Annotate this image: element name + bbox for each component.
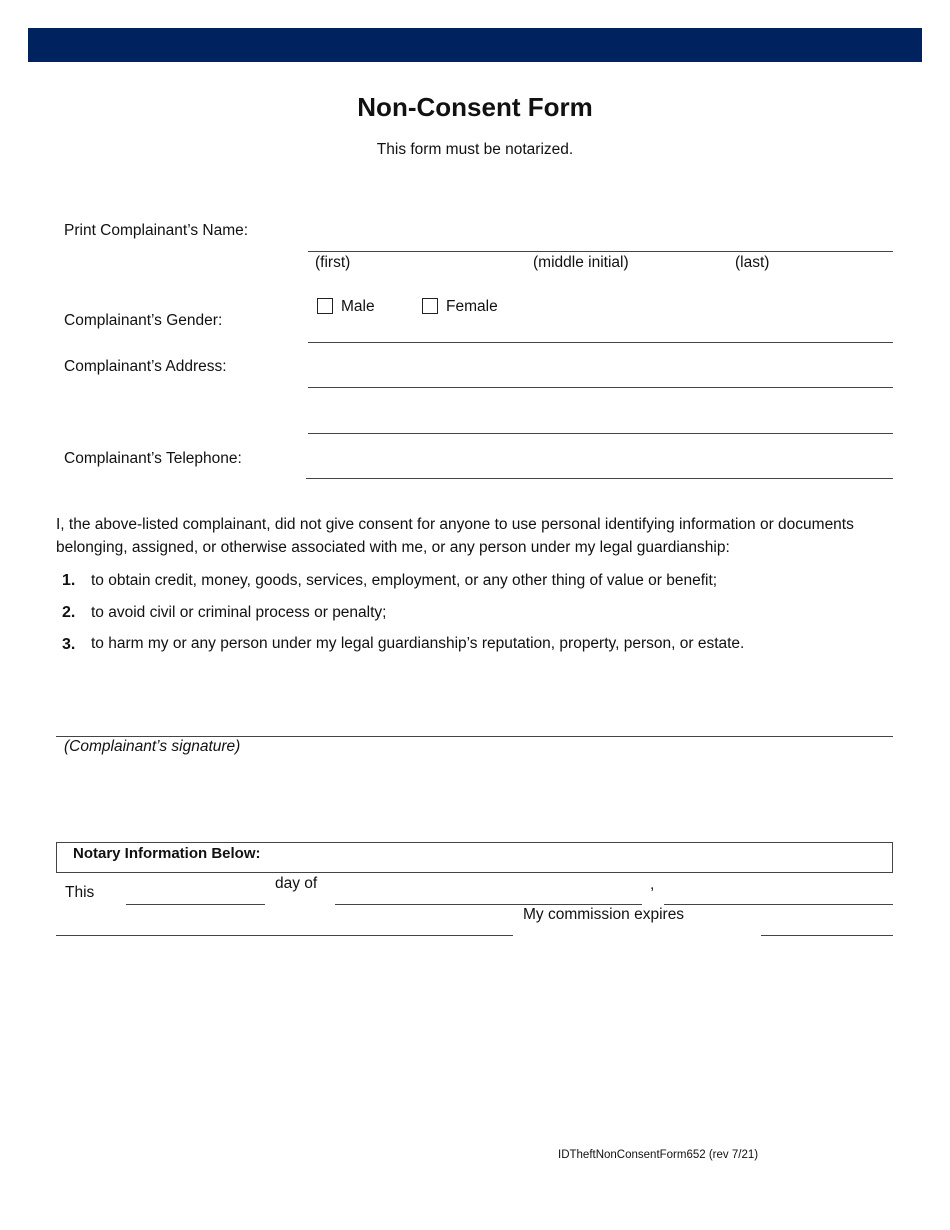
commission-expires-label: My commission expires xyxy=(523,906,685,923)
female-option-label: Female xyxy=(446,298,498,315)
address-field-line-1[interactable] xyxy=(308,387,893,388)
name-label: Print Complainant’s Name: xyxy=(64,222,249,239)
notary-year-field[interactable] xyxy=(664,904,893,905)
page-title: Non-Consent Form xyxy=(357,92,593,122)
gender-label: Complainant’s Gender: xyxy=(64,312,223,329)
list-item-number: 1. xyxy=(62,572,76,589)
female-checkbox[interactable] xyxy=(422,298,438,314)
gender-underline xyxy=(308,342,893,343)
commission-expires-field[interactable] xyxy=(761,935,893,936)
notary-heading: Notary Information Below: xyxy=(73,845,261,862)
list-item-text: to avoid civil or criminal process or penalty; xyxy=(91,604,387,621)
notary-this-label: This xyxy=(65,884,95,901)
list-item-text: to harm my or any person under my legal guardianship’s reputation, property, person, or estate. xyxy=(91,635,745,652)
name-hint-first: (first) xyxy=(315,254,351,271)
form-id-footer: IDTheftNonConsentForm652 (rev 7/21) xyxy=(558,1149,759,1161)
list-item-number: 3. xyxy=(62,636,76,653)
address-label: Complainant’s Address: xyxy=(64,358,227,375)
signature-label: (Complainant’s signature) xyxy=(64,738,241,755)
name-field-line[interactable] xyxy=(308,251,893,252)
notary-signature-field[interactable] xyxy=(56,935,513,936)
name-hint-last: (last) xyxy=(735,254,770,271)
notary-day-field[interactable] xyxy=(126,904,265,905)
address-field-line-2[interactable] xyxy=(308,433,893,434)
signature-field-line[interactable] xyxy=(56,736,893,737)
notary-day-of-label: day of xyxy=(275,875,318,892)
telephone-label: Complainant’s Telephone: xyxy=(64,450,242,467)
page-subtitle: This form must be notarized. xyxy=(376,141,574,158)
name-hint-middle: (middle initial) xyxy=(533,254,629,271)
telephone-field-line[interactable] xyxy=(306,478,893,479)
list-item-text: to obtain credit, money, goods, services, employment, or any other thing of value or benefit; xyxy=(91,572,718,589)
header-banner xyxy=(28,28,922,62)
list-item-number: 2. xyxy=(62,604,76,621)
male-option-label: Male xyxy=(341,298,375,315)
statement-intro: I, the above-listed complainant, did not give consent for anyone to use personal identifying information or documents belonging, assigned, or otherwise associated with me, or any person under my legal guardianship: xyxy=(56,516,854,556)
notary-month-field[interactable] xyxy=(335,904,642,905)
male-checkbox[interactable] xyxy=(317,298,333,314)
notary-comma: , xyxy=(650,876,655,893)
